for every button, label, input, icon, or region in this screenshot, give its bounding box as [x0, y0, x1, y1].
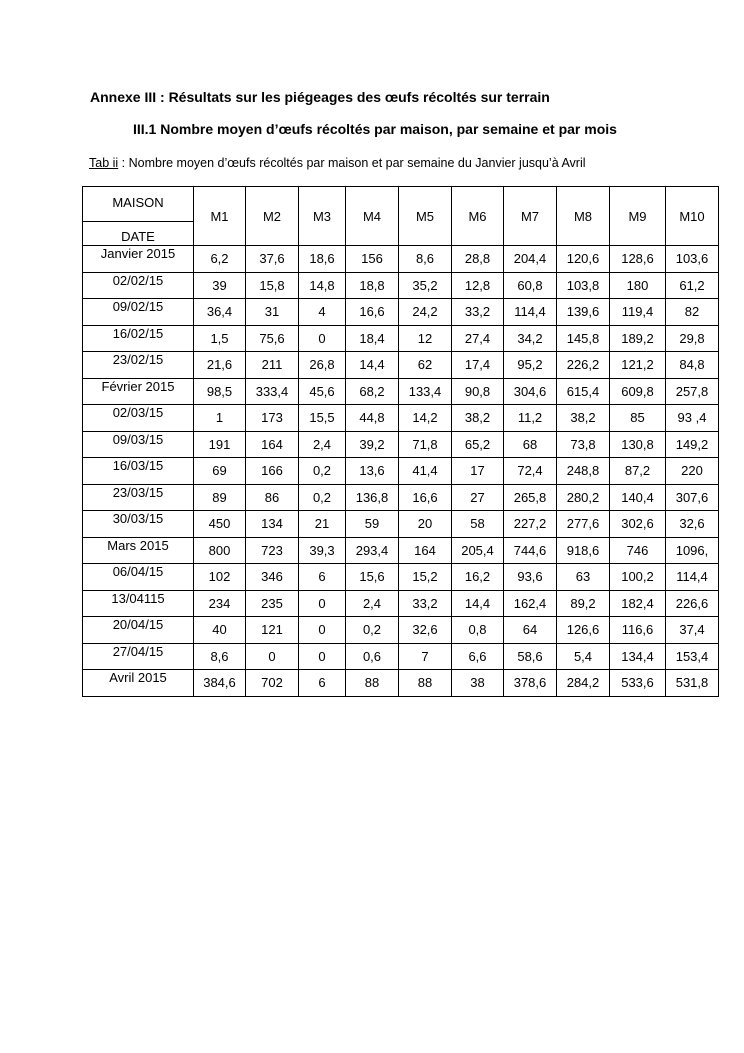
table-cell: 69	[194, 458, 246, 485]
table-cell: 0	[299, 590, 346, 617]
row-date: 09/03/15	[83, 431, 194, 458]
section-title: III.1 Nombre moyen d’œufs récoltés par maison, par semaine et par mois	[133, 121, 617, 137]
table-cell: 226,6	[666, 590, 719, 617]
table-cell: 26,8	[299, 352, 346, 379]
table-caption-ref: Tab ii	[89, 156, 119, 170]
table-cell: 61,2	[666, 272, 719, 299]
table-cell: 156	[346, 246, 399, 273]
table-cell: 346	[246, 564, 299, 591]
table-cell: 20	[399, 511, 452, 538]
row-date: 16/03/15	[83, 458, 194, 485]
table-cell: 204,4	[504, 246, 557, 273]
row-date: Janvier 2015	[83, 246, 194, 273]
table-cell: 32,6	[399, 617, 452, 644]
table-cell: 205,4	[452, 537, 504, 564]
table-cell: 71,8	[399, 431, 452, 458]
table-cell: 16,6	[346, 299, 399, 326]
table-cell: 90,8	[452, 378, 504, 405]
row-date: 27/04/15	[83, 643, 194, 670]
table-cell: 11,2	[504, 405, 557, 432]
table-cell: 164	[246, 431, 299, 458]
eggs-table	[82, 186, 719, 697]
table-cell: 133,4	[399, 378, 452, 405]
row-date: Février 2015	[83, 378, 194, 405]
table-cell: 18,4	[346, 325, 399, 352]
table-row	[83, 405, 719, 432]
row-date: 20/04/15	[83, 617, 194, 644]
row-date: 13/04115	[83, 590, 194, 617]
table-cell: 265,8	[504, 484, 557, 511]
table-cell: 0	[299, 643, 346, 670]
table-cell: 800	[194, 537, 246, 564]
table-row	[83, 590, 719, 617]
table-cell: 89	[194, 484, 246, 511]
table-cell: 918,6	[557, 537, 610, 564]
table-row	[83, 378, 719, 405]
table-cell: 16,2	[452, 564, 504, 591]
table-cell: 82	[666, 299, 719, 326]
table-cell: 220	[666, 458, 719, 485]
table-cell: 33,2	[452, 299, 504, 326]
table-cell: 182,4	[610, 590, 666, 617]
table-cell: 119,4	[610, 299, 666, 326]
table-cell: 450	[194, 511, 246, 538]
table-cell: 63	[557, 564, 610, 591]
table-cell: 6,6	[452, 643, 504, 670]
row-date: 09/02/15	[83, 299, 194, 326]
row-date: 06/04/15	[83, 564, 194, 591]
column-header: M8	[557, 187, 610, 246]
table-cell: 134,4	[610, 643, 666, 670]
table-cell: 1	[194, 405, 246, 432]
table-cell: 65,2	[452, 431, 504, 458]
table-cell: 189,2	[610, 325, 666, 352]
table-cell: 134	[246, 511, 299, 538]
table-cell: 609,8	[610, 378, 666, 405]
table-cell: 226,2	[557, 352, 610, 379]
table-cell: 128,6	[610, 246, 666, 273]
table-header-row	[83, 187, 719, 246]
table-row	[83, 431, 719, 458]
column-header: M2	[246, 187, 299, 246]
table-cell: 6,2	[194, 246, 246, 273]
table-cell: 14,8	[299, 272, 346, 299]
table-cell: 531,8	[666, 670, 719, 697]
table-cell: 38	[452, 670, 504, 697]
table-cell: 533,6	[610, 670, 666, 697]
table-cell: 284,2	[557, 670, 610, 697]
table-cell: 149,2	[666, 431, 719, 458]
table-cell: 1,5	[194, 325, 246, 352]
table-cell: 615,4	[557, 378, 610, 405]
table-cell: 0,2	[299, 484, 346, 511]
table-cell: 164	[399, 537, 452, 564]
table-cell: 180	[610, 272, 666, 299]
table-cell: 59	[346, 511, 399, 538]
table-cell: 21,6	[194, 352, 246, 379]
column-header: M7	[504, 187, 557, 246]
table-cell: 21	[299, 511, 346, 538]
table-cell: 2,4	[346, 590, 399, 617]
table-cell: 235	[246, 590, 299, 617]
table-cell: 139,6	[557, 299, 610, 326]
table-cell: 0	[299, 617, 346, 644]
table-cell: 102	[194, 564, 246, 591]
table-cell: 75,6	[246, 325, 299, 352]
table-cell: 0,2	[299, 458, 346, 485]
table-cell: 38,2	[452, 405, 504, 432]
table-cell: 45,6	[299, 378, 346, 405]
table-cell: 27,4	[452, 325, 504, 352]
table-cell: 84,8	[666, 352, 719, 379]
table-cell: 27	[452, 484, 504, 511]
table-cell: 227,2	[504, 511, 557, 538]
table-cell: 702	[246, 670, 299, 697]
table-cell: 15,2	[399, 564, 452, 591]
table-cell: 39	[194, 272, 246, 299]
table-row	[83, 484, 719, 511]
table-caption	[89, 156, 586, 170]
table-cell: 211	[246, 352, 299, 379]
table-row	[83, 564, 719, 591]
column-header: M9	[610, 187, 666, 246]
table-cell: 12,8	[452, 272, 504, 299]
table-cell: 41,4	[399, 458, 452, 485]
table-cell: 121,2	[610, 352, 666, 379]
corner-maison-label: MAISON	[112, 195, 164, 210]
table-cell: 18,6	[299, 246, 346, 273]
table-cell: 257,8	[666, 378, 719, 405]
column-header: M10	[666, 187, 719, 246]
table-cell: 126,6	[557, 617, 610, 644]
table-cell: 28,8	[452, 246, 504, 273]
table-cell: 7	[399, 643, 452, 670]
table-cell: 24,2	[399, 299, 452, 326]
table-row	[83, 352, 719, 379]
table-cell: 384,6	[194, 670, 246, 697]
table-cell: 62	[399, 352, 452, 379]
table-cell: 4	[299, 299, 346, 326]
table-cell: 98,5	[194, 378, 246, 405]
table-cell: 162,4	[504, 590, 557, 617]
column-header: M4	[346, 187, 399, 246]
table-cell: 34,2	[504, 325, 557, 352]
row-date: 02/03/15	[83, 405, 194, 432]
table-cell: 35,2	[399, 272, 452, 299]
table-cell: 304,6	[504, 378, 557, 405]
table-cell: 191	[194, 431, 246, 458]
table-cell: 40	[194, 617, 246, 644]
table-cell: 280,2	[557, 484, 610, 511]
table-cell: 6	[299, 564, 346, 591]
table-cell: 38,2	[557, 405, 610, 432]
column-header: M1	[194, 187, 246, 246]
table-cell: 16,6	[399, 484, 452, 511]
table-cell: 140,4	[610, 484, 666, 511]
table-cell: 103,8	[557, 272, 610, 299]
table-cell: 333,4	[246, 378, 299, 405]
table-row	[83, 458, 719, 485]
table-cell: 15,6	[346, 564, 399, 591]
row-date: 23/02/15	[83, 352, 194, 379]
table-cell: 39,2	[346, 431, 399, 458]
table-cell: 15,5	[299, 405, 346, 432]
table-cell: 68	[504, 431, 557, 458]
table-caption-text: : Nombre moyen d’œufs récoltés par maison et par semaine du Janvier jusqu’à Avril	[118, 156, 586, 170]
table-cell: 88	[399, 670, 452, 697]
table-cell: 0	[246, 643, 299, 670]
table-cell: 93,6	[504, 564, 557, 591]
table-cell: 6	[299, 670, 346, 697]
table-cell: 14,4	[452, 590, 504, 617]
table-row	[83, 670, 719, 697]
row-date: 30/03/15	[83, 511, 194, 538]
table-row	[83, 643, 719, 670]
table-cell: 72,4	[504, 458, 557, 485]
row-date: 02/02/15	[83, 272, 194, 299]
table-cell: 33,2	[399, 590, 452, 617]
table-cell: 68,2	[346, 378, 399, 405]
table-cell: 166	[246, 458, 299, 485]
table-cell: 17,4	[452, 352, 504, 379]
table-cell: 120,6	[557, 246, 610, 273]
row-date: 16/02/15	[83, 325, 194, 352]
row-date: Mars 2015	[83, 537, 194, 564]
table-row	[83, 617, 719, 644]
table-cell: 277,6	[557, 511, 610, 538]
table-cell: 103,6	[666, 246, 719, 273]
table-body	[83, 246, 719, 697]
table-cell: 145,8	[557, 325, 610, 352]
table-cell: 95,2	[504, 352, 557, 379]
table-cell: 234	[194, 590, 246, 617]
table-cell: 39,3	[299, 537, 346, 564]
table-cell: 136,8	[346, 484, 399, 511]
table-cell: 0,8	[452, 617, 504, 644]
table-cell: 153,4	[666, 643, 719, 670]
table-cell: 86	[246, 484, 299, 511]
column-header: M6	[452, 187, 504, 246]
table-cell: 114,4	[666, 564, 719, 591]
column-header: M5	[399, 187, 452, 246]
table-cell: 18,8	[346, 272, 399, 299]
table-cell: 121	[246, 617, 299, 644]
table-cell: 88	[346, 670, 399, 697]
table-row	[83, 537, 719, 564]
row-date: 23/03/15	[83, 484, 194, 511]
table-cell: 73,8	[557, 431, 610, 458]
table-cell: 44,8	[346, 405, 399, 432]
table-cell: 173	[246, 405, 299, 432]
table-row	[83, 325, 719, 352]
table-cell: 17	[452, 458, 504, 485]
table-cell: 1096,	[666, 537, 719, 564]
table-cell: 248,8	[557, 458, 610, 485]
table-cell: 100,2	[610, 564, 666, 591]
table-cell: 14,4	[346, 352, 399, 379]
corner-header	[83, 187, 194, 246]
table-cell: 64	[504, 617, 557, 644]
table-cell: 8,6	[399, 246, 452, 273]
table-cell: 130,8	[610, 431, 666, 458]
table-cell: 0,2	[346, 617, 399, 644]
table-cell: 31	[246, 299, 299, 326]
row-date: Avril 2015	[83, 670, 194, 697]
table-cell: 60,8	[504, 272, 557, 299]
column-header: M3	[299, 187, 346, 246]
table-cell: 37,6	[246, 246, 299, 273]
annex-title: Annexe III : Résultats sur les piégeages des œufs récoltés sur terrain	[90, 89, 550, 105]
corner-date-label: DATE	[121, 229, 155, 244]
table-cell: 14,2	[399, 405, 452, 432]
table-cell: 746	[610, 537, 666, 564]
table-cell: 723	[246, 537, 299, 564]
table-cell: 93 ,4	[666, 405, 719, 432]
table-cell: 58,6	[504, 643, 557, 670]
table-cell: 87,2	[610, 458, 666, 485]
table-row	[83, 299, 719, 326]
table-cell: 12	[399, 325, 452, 352]
table-cell: 114,4	[504, 299, 557, 326]
table-cell: 5,4	[557, 643, 610, 670]
table-cell: 13,6	[346, 458, 399, 485]
table-cell: 0,6	[346, 643, 399, 670]
table-cell: 37,4	[666, 617, 719, 644]
table-cell: 307,6	[666, 484, 719, 511]
table-cell: 58	[452, 511, 504, 538]
table-row	[83, 511, 719, 538]
corner-divider	[83, 221, 193, 222]
table-cell: 378,6	[504, 670, 557, 697]
table-row	[83, 246, 719, 273]
table-cell: 116,6	[610, 617, 666, 644]
table-cell: 0	[299, 325, 346, 352]
table-cell: 302,6	[610, 511, 666, 538]
table-cell: 29,8	[666, 325, 719, 352]
table-cell: 293,4	[346, 537, 399, 564]
table-cell: 744,6	[504, 537, 557, 564]
table-cell: 2,4	[299, 431, 346, 458]
table-cell: 36,4	[194, 299, 246, 326]
table-cell: 15,8	[246, 272, 299, 299]
table-cell: 85	[610, 405, 666, 432]
table-row	[83, 272, 719, 299]
table-cell: 8,6	[194, 643, 246, 670]
table-cell: 89,2	[557, 590, 610, 617]
table-cell: 32,6	[666, 511, 719, 538]
